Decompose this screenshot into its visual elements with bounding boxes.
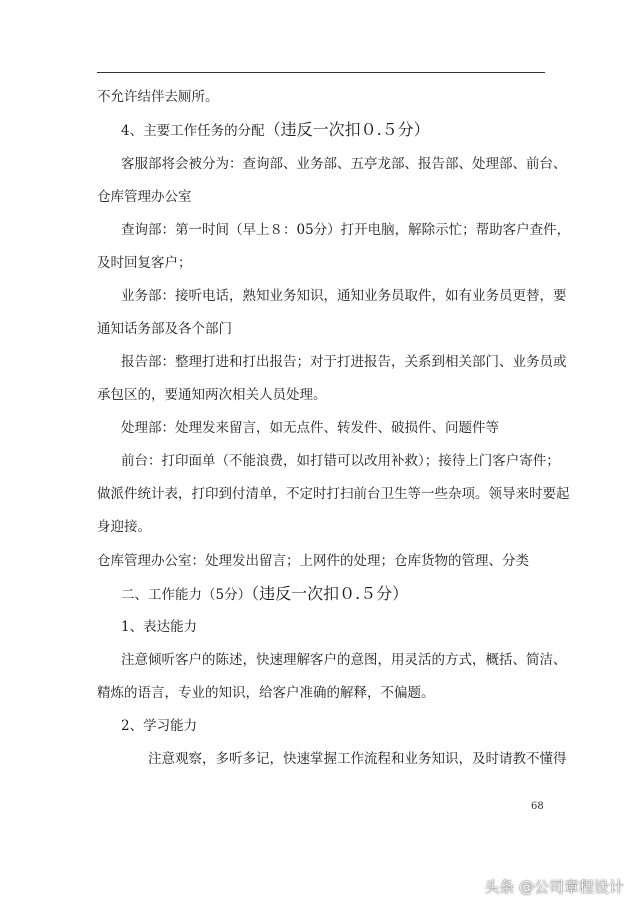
section-heading [121,121,545,140]
heading-text: 4、主要工作任务的分配 [121,123,265,139]
text-line: 精炼的语言，专业的知识，给客户准确的解释，不偏题。 [97,685,435,701]
text-line: 客服部将会被分为：查询部、业务部、五亭龙部、报告部、处理部、前台、 [121,156,567,172]
text-line: 注意倾听客户的陈述，快速理解客户的意图，用灵活的方式，概括、简洁、 [121,652,567,668]
heading-text: 二、工作能力（5分） [121,587,252,603]
text-line: 做派件统计表，打印到付清单，不定时打扫前台卫生等一些杂项。领导来时要起 [97,486,570,502]
penalty-note: （违反一次扣０.５分） [264,120,430,139]
text-line: 前台：打印面单（不能浪费，如打错可以改用补救）；接待上门客户寄件； [121,453,560,469]
watermark: 头条 @公司章程设计 [484,878,624,896]
header-rule [97,72,545,73]
subsection-heading: 1、表达能力 [121,619,198,635]
page-number: 68 [531,801,544,812]
text-line: 通知话务部及各个部门 [97,321,232,337]
text-line: 查询部：第一时间（早上８：05分）打开电脑，解除示忙；帮助客户查件， [121,222,571,238]
text-line: 承包区的，要通知两次相关人员处理。 [97,387,327,403]
text-line: 注意观察，多听多记，快速掌握工作流程和业务知识，及时请教不懂得 [148,751,567,767]
text-line: 业务部：接听电话，熟知业务知识，通知业务员取件，如有业务员更替，要 [121,288,567,304]
text-line: 不允许结伴去厕所。 [97,89,219,105]
subsection-heading: 2、学习能力 [121,718,198,734]
text-line: 身迎接。 [97,519,151,535]
penalty-note: （违反一次扣０.５分） [251,584,409,603]
text-line: 仓库管理办公室 [97,189,192,205]
text-line: 及时回复客户； [97,255,192,271]
section-heading [121,585,545,604]
text-line: 仓库管理办公室：处理发出留言；上网件的处理；仓库货物的管理、分类 [97,553,529,569]
text-line: 报告部：整理打进和打出报告；对于打进报告，关系到相关部门、业务员或 [121,354,567,370]
text-line: 处理部：处理发来留言，如无点件、转发件、破损件、问题件等 [121,420,499,436]
